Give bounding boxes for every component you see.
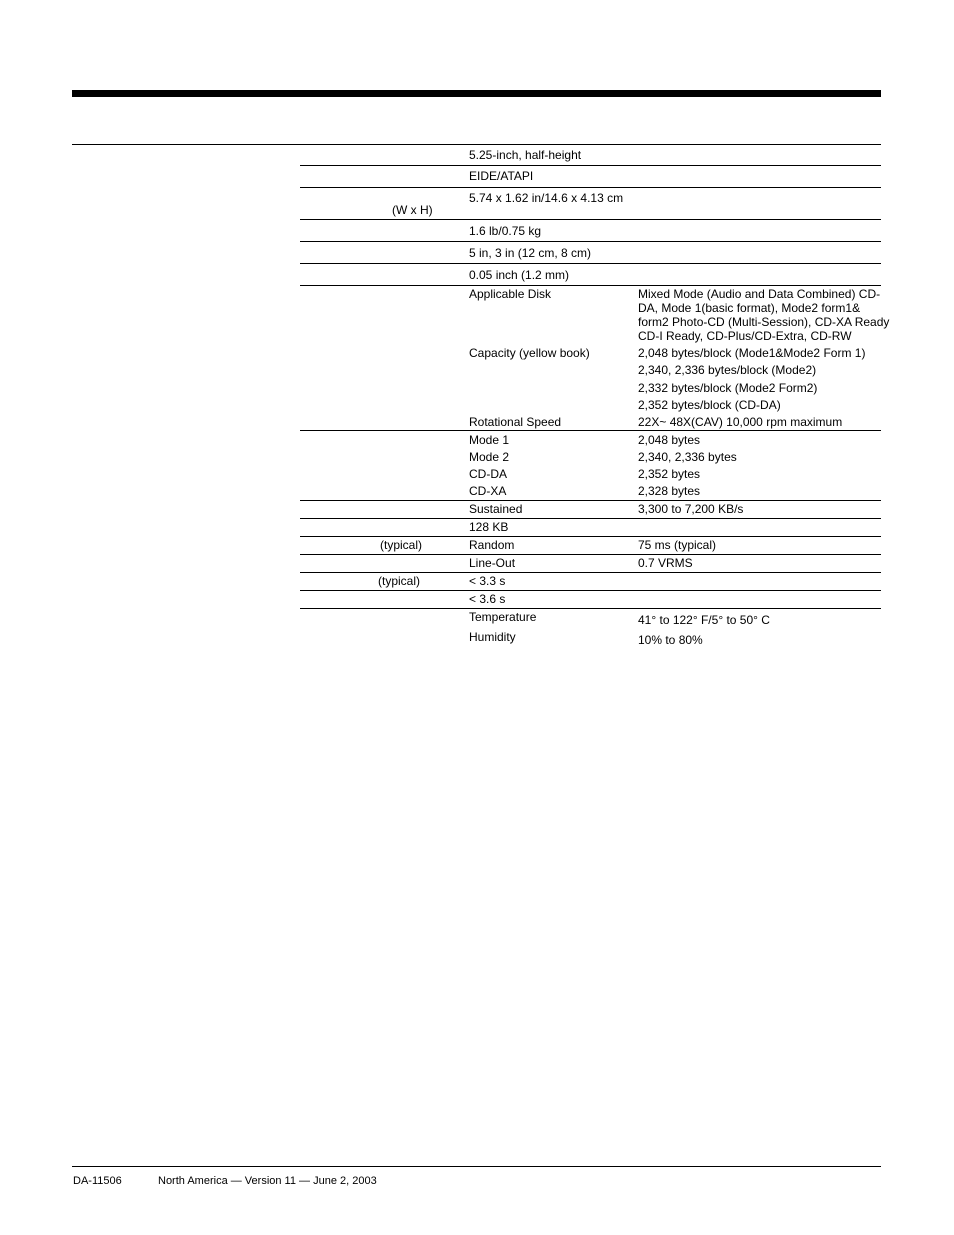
- spec-row-environment: [300, 609, 881, 653]
- access-time-label: Random: [469, 538, 515, 552]
- dimensions-note: (W x H): [392, 203, 433, 217]
- weight-value: 1.6 lb/0.75 kg: [469, 224, 542, 238]
- spec-table: [300, 145, 890, 653]
- spec-row-disc-thickness: [300, 264, 881, 286]
- capacity-value-1: 2,048 bytes/block (Mode1&Mode2 Form 1): [638, 346, 866, 360]
- applicable-disk-label: Applicable Disk: [469, 287, 552, 301]
- disc-diameter-value: 5 in, 3 in (12 cm, 8 cm): [469, 246, 592, 260]
- spec-row-disk: [300, 286, 890, 431]
- audio-output-value: 0.7 VRMS: [638, 556, 693, 570]
- spec-row-transfer-rate: [300, 501, 881, 519]
- header-bar: [72, 90, 881, 97]
- mode-size-3: 2,352 bytes: [638, 467, 701, 481]
- rotational-speed-label: Rotational Speed: [469, 415, 562, 429]
- buffer-value: 128 KB: [469, 520, 509, 534]
- capacity-value-2: 2,340, 2,336 bytes/block (Mode2): [638, 363, 817, 377]
- disc-thickness-value: 0.05 inch (1.2 mm): [469, 268, 570, 282]
- humidity-label: Humidity: [469, 630, 516, 644]
- mode-size-1: 2,048 bytes: [638, 433, 701, 447]
- capacity-value-3: 2,332 bytes/block (Mode2 Form2): [638, 381, 818, 395]
- mode-size-2: 2,340, 2,336 bytes: [638, 450, 737, 464]
- mode-label-2: Mode 2: [469, 450, 510, 464]
- access-time-note: (typical): [380, 538, 423, 552]
- spec-row-access-time: [300, 537, 881, 555]
- form-factor-value: 5.25-inch, half-height: [469, 148, 582, 162]
- interface-value: EIDE/ATAPI: [469, 169, 534, 183]
- spec-row-eject-time: [300, 591, 881, 609]
- mode-size-4: 2,328 bytes: [638, 484, 701, 498]
- audio-output-label: Line-Out: [469, 556, 516, 570]
- spec-row-audio-output: [300, 555, 881, 573]
- spec-row-disc-diameter: [300, 242, 881, 264]
- applicable-disk-line-1: Mixed Mode (Audio and Data Combined) CD-: [638, 287, 881, 301]
- spec-row-buffer: [300, 519, 881, 537]
- mode-label-4: CD-XA: [469, 484, 507, 498]
- applicable-disk-line-3: form2 Photo-CD (Multi-Session), CD-XA Ready: [638, 315, 890, 329]
- transfer-value: 3,300 to 7,200 KB/s: [638, 502, 744, 516]
- capacity-label: Capacity (yellow book): [469, 346, 590, 360]
- mode-label-3: CD-DA: [469, 467, 507, 481]
- temperature-value: 41° to 122° F/5° to 50° C: [638, 613, 770, 627]
- spec-row-dimensions: [300, 188, 881, 220]
- transfer-label: Sustained: [469, 502, 523, 516]
- footer-version: North America — Version 11 — June 2, 2003: [158, 1175, 377, 1187]
- dimensions-value: 5.74 x 1.62 in/14.6 x 4.13 cm: [469, 191, 624, 205]
- eject-time-value: < 3.6 s: [469, 592, 506, 606]
- load-time-note: (typical): [378, 574, 421, 588]
- humidity-value: 10% to 80%: [638, 633, 703, 647]
- footer-doc-id: DA-11506: [73, 1175, 122, 1187]
- spec-row-load-time: [300, 573, 881, 591]
- applicable-disk-line-4: CD-I Ready, CD-Plus/CD-Extra, CD-RW: [638, 329, 852, 343]
- access-time-value: 75 ms (typical): [638, 538, 717, 552]
- rotational-speed-value: 22X~ 48X(CAV) 10,000 rpm maximum: [638, 415, 843, 429]
- mode-label-1: Mode 1: [469, 433, 510, 447]
- spec-row-form-factor: [300, 145, 881, 166]
- capacity-value-4: 2,352 bytes/block (CD-DA): [638, 398, 781, 412]
- applicable-disk-line-2: DA, Mode 1(basic format), Mode2 form1&: [638, 301, 861, 315]
- spec-row-interface: [300, 166, 881, 188]
- spec-row-block-size: [300, 431, 881, 501]
- load-time-value: < 3.3 s: [469, 574, 506, 588]
- footer-rule: [72, 1166, 881, 1167]
- spec-row-weight: [300, 220, 881, 242]
- temperature-label: Temperature: [469, 610, 537, 624]
